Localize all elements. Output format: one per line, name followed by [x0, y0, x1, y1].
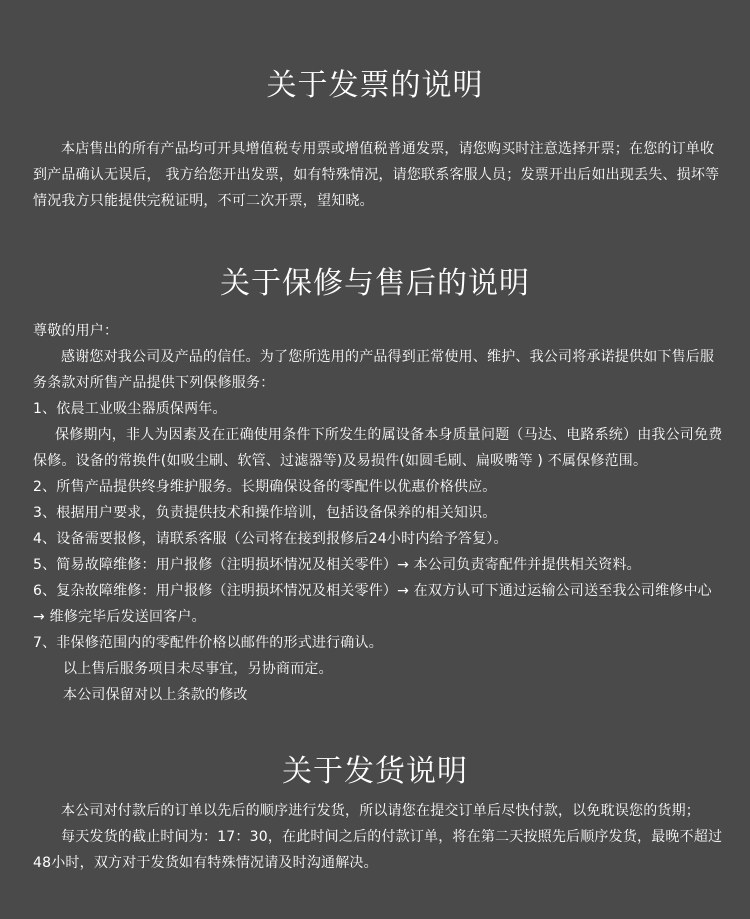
warranty-note-1: 以上售后服务项目未尽事宜，另协商而定。 [63, 661, 333, 677]
warranty-item-3: 3、根据用户要求，负责提供技术和操作培训，包括设备保养的相关知识。 [33, 505, 497, 521]
warranty-item-4: 4、设备需要报修，请联系客服（公司将在接到报修后24小时内给予答复）。 [33, 531, 508, 547]
warranty-title: 关于保修与售后的说明 [220, 266, 530, 301]
warranty-greeting: 尊敬的用户： [33, 323, 119, 339]
warranty-intro: 感谢您对我公司及产品的信任。为了您所选用的产品得到正常使用、维护、我公司将承诺提供如下售后服务条款对所售产品提供下列保修服务： [33, 349, 715, 391]
warranty-item-5: 5、简易故障维修：用户报修（注明损坏情况及相关零件）→ 本公司负责寄配件并提供相关资料。 [33, 557, 641, 573]
invoice-title: 关于发票的说明 [266, 68, 484, 103]
invoice-body: 本店售出的所有产品均可开具增值税专用票或增值税普通发票，请您购买时注意选择开票；在您的订单收到产品确认无误后， 我方给您开出发票，如有特殊情况，请您联系客服人员；发票开出后如出现丢失、损坏等情况我方只能提供完税证明，不可二次开票，望知晓。 [33, 141, 720, 209]
shipping-para-2: 每天发货的截止时间为：17：30，在此时间之后的付款订单，将在第二天按照先后顺序发货，最晚不超过48小时，双方对于发货如有特殊情况请及时沟通解决。 [33, 829, 723, 871]
warranty-item-6: 6、复杂故障维修：用户报修（注明损坏情况及相关零件）→ 在双方认可下通过运输公司送至我公司维修中心→ 维修完毕后发送回客户。 [33, 583, 712, 625]
warranty-note-2: 本公司保留对以上条款的修改 [63, 687, 248, 703]
warranty-body [33, 318, 723, 708]
warranty-item-2: 2、所售产品提供终身维护服务。长期确保设备的零配件以优惠价格供应。 [33, 479, 497, 495]
shipping-body [33, 798, 723, 876]
shipping-title: 关于发货说明 [282, 754, 468, 789]
shipping-para-1: 本公司对付款后的订单以先后的顺序进行发货，所以请您在提交订单后尽快付款，以免耽误您的货期； [61, 803, 700, 819]
warranty-item-1: 1、依晨工业吸尘器质保两年。 [33, 401, 227, 417]
warranty-item-7: 7、非保修范围内的零配件价格以邮件的形式进行确认。 [33, 635, 383, 651]
warranty-item-1-detail: 保修期内，非人为因素及在正确使用条件下所发生的属设备本身质量问题（马达、电路系统）由我公司免费保修。设备的常换件(如吸尘刷、软管、过滤器等)及易损件(如圆毛刷、扁吸嘴等 ) 不属保修范围。 [33, 427, 723, 469]
